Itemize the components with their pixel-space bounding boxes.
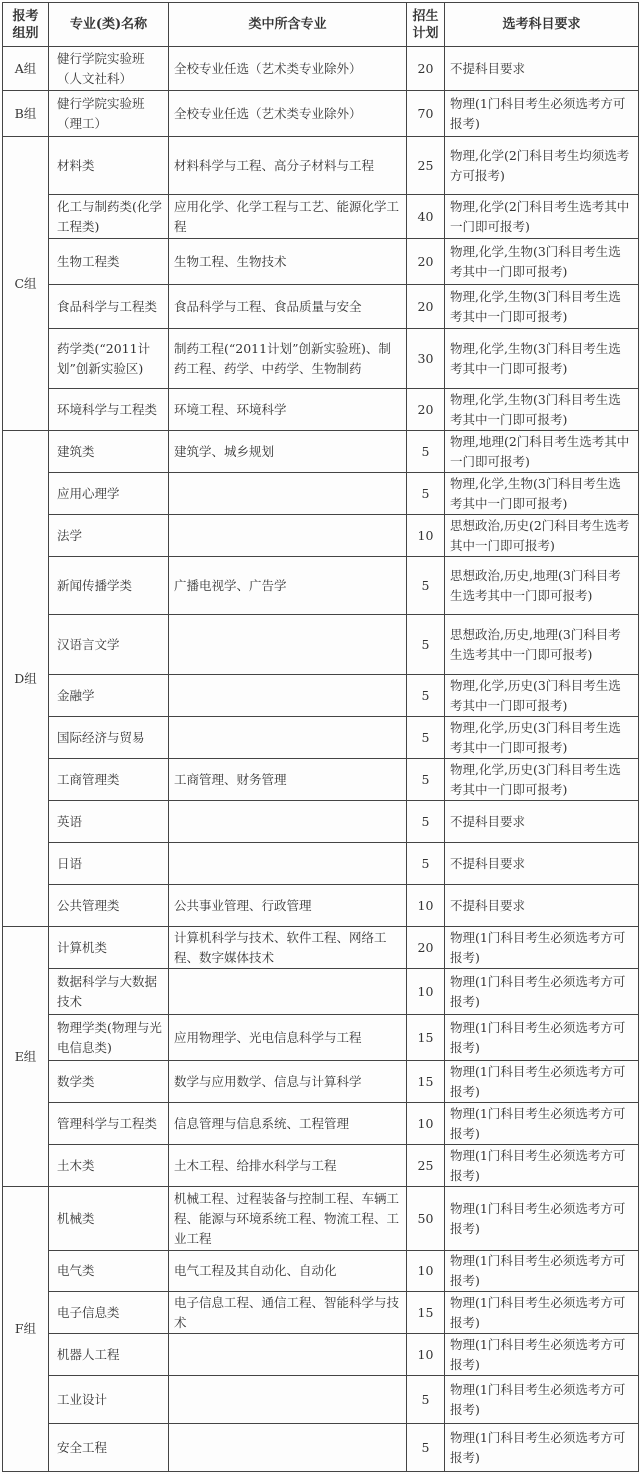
subject-requirement-cell: 物理(1门科目考生必须选考方可报考) xyxy=(445,927,639,969)
enrollment-plan-cell: 5 xyxy=(407,801,445,843)
included-majors-cell: 数学与应用数学、信息与计算科学 xyxy=(169,1061,407,1103)
enrollment-plan-cell: 5 xyxy=(407,557,445,615)
major-name-cell: 物理学类(物理与光电信息类) xyxy=(49,1015,169,1061)
enrollment-plan-cell: 20 xyxy=(407,927,445,969)
included-majors-cell xyxy=(169,515,407,557)
major-name-cell: 材料类 xyxy=(49,137,169,195)
subject-requirement-cell: 物理,化学(2门科目考生选考其中一门即可报考) xyxy=(445,195,639,239)
major-name-cell: 工商管理类 xyxy=(49,759,169,801)
table-row xyxy=(3,969,639,1015)
table-row xyxy=(3,801,639,843)
enrollment-plan-cell: 30 xyxy=(407,329,445,389)
header-enrollment-plan: 招生计划 xyxy=(407,3,445,47)
enrollment-plan-cell: 5 xyxy=(407,717,445,759)
subject-requirement-cell: 物理(1门科目考生必须选考方可报考) xyxy=(445,1145,639,1187)
enrollment-plan-cell: 10 xyxy=(407,969,445,1015)
included-majors-cell: 电气工程及其自动化、自动化 xyxy=(169,1251,407,1292)
enrollment-plan-cell: 15 xyxy=(407,1061,445,1103)
group-cell: A组 xyxy=(3,47,49,91)
enrollment-plan-cell: 10 xyxy=(407,1251,445,1292)
included-majors-cell: 全校专业任选（艺术类专业除外） xyxy=(169,91,407,137)
subject-requirement-cell: 物理,化学,生物(3门科目考生选考其中一门即可报考) xyxy=(445,389,639,431)
major-name-cell: 日语 xyxy=(49,843,169,885)
included-majors-cell: 建筑学、城乡规划 xyxy=(169,431,407,473)
subject-requirement-cell: 物理,化学(2门科目考生均须选考方可报考) xyxy=(445,137,639,195)
included-majors-cell xyxy=(169,969,407,1015)
included-majors-cell xyxy=(169,717,407,759)
enrollment-plan-cell: 5 xyxy=(407,1424,445,1472)
major-name-cell: 建筑类 xyxy=(49,431,169,473)
enrollment-plan-cell: 25 xyxy=(407,1145,445,1187)
subject-requirement-cell: 物理(1门科目考生必须选考方可报考) xyxy=(445,1015,639,1061)
enrollment-plan-cell: 10 xyxy=(407,1103,445,1145)
table-row xyxy=(3,1061,639,1103)
group-cell: F组 xyxy=(3,1187,49,1472)
major-name-cell: 健行学院实验班（人文社科） xyxy=(49,47,169,91)
major-name-cell: 生物工程类 xyxy=(49,239,169,285)
major-name-cell: 工业设计 xyxy=(49,1376,169,1424)
table-row xyxy=(3,239,639,285)
subject-requirement-cell: 思想政治,历史,地理(3门科目考生选考其中一门即可报考) xyxy=(445,615,639,675)
subject-requirement-cell: 物理(1门科目考生必须选考方可报考) xyxy=(445,969,639,1015)
header-major-name: 专业(类)名称 xyxy=(49,3,169,47)
table-row xyxy=(3,717,639,759)
included-majors-cell xyxy=(169,1334,407,1376)
table-row xyxy=(3,1187,639,1251)
major-name-cell: 电气类 xyxy=(49,1251,169,1292)
enrollment-plan-cell: 15 xyxy=(407,1292,445,1334)
enrollment-plan-cell: 5 xyxy=(407,473,445,515)
subject-requirement-cell: 物理(1门科目考生必须选考方可报考) xyxy=(445,1103,639,1145)
major-name-cell: 数学类 xyxy=(49,1061,169,1103)
table-row xyxy=(3,1015,639,1061)
table-row xyxy=(3,285,639,329)
table-row xyxy=(3,195,639,239)
included-majors-cell xyxy=(169,1376,407,1424)
admission-plan-table xyxy=(2,2,639,1472)
header-group: 报考组别 xyxy=(3,3,49,47)
subject-requirement-cell: 物理,化学,历史(3门科目考生选考其中一门即可报考) xyxy=(445,717,639,759)
subject-requirement-cell: 思想政治,历史,地理(3门科目考生选考其中一门即可报考) xyxy=(445,557,639,615)
subject-requirement-cell: 物理,化学,生物(3门科目考生选考其中一门即可报考) xyxy=(445,329,639,389)
major-name-cell: 新闻传播学类 xyxy=(49,557,169,615)
subject-requirement-cell: 物理(1门科目考生必须选考方可报考) xyxy=(445,1251,639,1292)
table-row xyxy=(3,759,639,801)
table-row xyxy=(3,1251,639,1292)
table-row xyxy=(3,927,639,969)
included-majors-cell: 环境工程、环境科学 xyxy=(169,389,407,431)
included-majors-cell: 制药工程(“2011计划”创新实验班)、制药工程、药学、中药学、生物制药 xyxy=(169,329,407,389)
major-name-cell: 电子信息类 xyxy=(49,1292,169,1334)
included-majors-cell: 公共事业管理、行政管理 xyxy=(169,885,407,927)
included-majors-cell: 应用化学、化学工程与工艺、能源化学工程 xyxy=(169,195,407,239)
enrollment-plan-cell: 5 xyxy=(407,615,445,675)
table-row xyxy=(3,885,639,927)
major-name-cell: 安全工程 xyxy=(49,1424,169,1472)
major-name-cell: 食品科学与工程类 xyxy=(49,285,169,329)
header-subject-requirement: 选考科目要求 xyxy=(445,3,639,47)
table-header-row xyxy=(3,3,639,47)
major-name-cell: 机械类 xyxy=(49,1187,169,1251)
table-row xyxy=(3,473,639,515)
included-majors-cell: 生物工程、生物技术 xyxy=(169,239,407,285)
included-majors-cell: 全校专业任选（艺术类专业除外） xyxy=(169,47,407,91)
subject-requirement-cell: 不提科目要求 xyxy=(445,801,639,843)
group-cell: D组 xyxy=(3,431,49,927)
included-majors-cell xyxy=(169,801,407,843)
subject-requirement-cell: 不提科目要求 xyxy=(445,47,639,91)
table-row xyxy=(3,431,639,473)
table-row xyxy=(3,91,639,137)
included-majors-cell: 工商管理、财务管理 xyxy=(169,759,407,801)
enrollment-plan-cell: 5 xyxy=(407,675,445,717)
enrollment-plan-cell: 10 xyxy=(407,885,445,927)
included-majors-cell: 广播电视学、广告学 xyxy=(169,557,407,615)
table-row xyxy=(3,515,639,557)
included-majors-cell xyxy=(169,615,407,675)
subject-requirement-cell: 物理(1门科目考生必须选考方可报考) xyxy=(445,1292,639,1334)
included-majors-cell: 机械工程、过程装备与控制工程、车辆工程、能源与环境系统工程、物流工程、工业工程 xyxy=(169,1187,407,1251)
subject-requirement-cell: 物理,化学,生物(3门科目考生选考其中一门即可报考) xyxy=(445,473,639,515)
major-name-cell: 化工与制药类(化学工程类) xyxy=(49,195,169,239)
table-row xyxy=(3,1334,639,1376)
enrollment-plan-cell: 5 xyxy=(407,431,445,473)
included-majors-cell: 应用物理学、光电信息科学与工程 xyxy=(169,1015,407,1061)
subject-requirement-cell: 物理(1门科目考生必须选考方可报考) xyxy=(445,91,639,137)
major-name-cell: 环境科学与工程类 xyxy=(49,389,169,431)
major-name-cell: 机器人工程 xyxy=(49,1334,169,1376)
table-row xyxy=(3,615,639,675)
table-row xyxy=(3,675,639,717)
major-name-cell: 法学 xyxy=(49,515,169,557)
included-majors-cell: 材料科学与工程、高分子材料与工程 xyxy=(169,137,407,195)
included-majors-cell: 电子信息工程、通信工程、智能科学与技术 xyxy=(169,1292,407,1334)
subject-requirement-cell: 物理(1门科目考生必须选考方可报考) xyxy=(445,1061,639,1103)
major-name-cell: 数据科学与大数据技术 xyxy=(49,969,169,1015)
enrollment-plan-cell: 10 xyxy=(407,515,445,557)
included-majors-cell xyxy=(169,675,407,717)
enrollment-plan-cell: 70 xyxy=(407,91,445,137)
subject-requirement-cell: 物理,化学,生物(3门科目考生选考其中一门即可报考) xyxy=(445,239,639,285)
subject-requirement-cell: 物理,化学,生物(3门科目考生选考其中一门即可报考) xyxy=(445,285,639,329)
included-majors-cell: 计算机科学与技术、软件工程、网络工程、数字媒体技术 xyxy=(169,927,407,969)
table-row xyxy=(3,137,639,195)
table-row xyxy=(3,843,639,885)
included-majors-cell xyxy=(169,843,407,885)
table-row xyxy=(3,1292,639,1334)
table-row xyxy=(3,1376,639,1424)
subject-requirement-cell: 物理,地理(2门科目考生选考其中一门即可报考) xyxy=(445,431,639,473)
table-row xyxy=(3,47,639,91)
major-name-cell: 英语 xyxy=(49,801,169,843)
subject-requirement-cell: 物理,化学,历史(3门科目考生选考其中一门即可报考) xyxy=(445,675,639,717)
enrollment-plan-cell: 40 xyxy=(407,195,445,239)
included-majors-cell xyxy=(169,473,407,515)
major-name-cell: 计算机类 xyxy=(49,927,169,969)
subject-requirement-cell: 不提科目要求 xyxy=(445,843,639,885)
subject-requirement-cell: 物理(1门科目考生必须选考方可报考) xyxy=(445,1334,639,1376)
group-cell: E组 xyxy=(3,927,49,1187)
subject-requirement-cell: 物理(1门科目考生必须选考方可报考) xyxy=(445,1187,639,1251)
major-name-cell: 土木类 xyxy=(49,1145,169,1187)
enrollment-plan-cell: 20 xyxy=(407,389,445,431)
subject-requirement-cell: 物理(1门科目考生必须选考方可报考) xyxy=(445,1376,639,1424)
group-cell: B组 xyxy=(3,91,49,137)
subject-requirement-cell: 思想政治,历史(2门科目考生选考其中一门即可报考) xyxy=(445,515,639,557)
table-row xyxy=(3,389,639,431)
header-included-majors: 类中所含专业 xyxy=(169,3,407,47)
enrollment-plan-cell: 15 xyxy=(407,1015,445,1061)
subject-requirement-cell: 不提科目要求 xyxy=(445,885,639,927)
major-name-cell: 药学类(“2011计划”创新实验区) xyxy=(49,329,169,389)
major-name-cell: 国际经济与贸易 xyxy=(49,717,169,759)
included-majors-cell: 信息管理与信息系统、工程管理 xyxy=(169,1103,407,1145)
subject-requirement-cell: 物理,化学,历史(3门科目考生选考其中一门即可报考) xyxy=(445,759,639,801)
group-cell: C组 xyxy=(3,137,49,431)
subject-requirement-cell: 物理(1门科目考生必须选考方可报考) xyxy=(445,1424,639,1472)
enrollment-plan-cell: 10 xyxy=(407,1334,445,1376)
major-name-cell: 应用心理学 xyxy=(49,473,169,515)
enrollment-plan-cell: 5 xyxy=(407,1376,445,1424)
major-name-cell: 健行学院实验班（理工） xyxy=(49,91,169,137)
enrollment-plan-cell: 5 xyxy=(407,843,445,885)
major-name-cell: 汉语言文学 xyxy=(49,615,169,675)
included-majors-cell: 土木工程、给排水科学与工程 xyxy=(169,1145,407,1187)
major-name-cell: 公共管理类 xyxy=(49,885,169,927)
enrollment-plan-cell: 20 xyxy=(407,285,445,329)
major-name-cell: 金融学 xyxy=(49,675,169,717)
enrollment-plan-cell: 5 xyxy=(407,759,445,801)
enrollment-plan-cell: 25 xyxy=(407,137,445,195)
table-row xyxy=(3,329,639,389)
included-majors-cell xyxy=(169,1424,407,1472)
table-row xyxy=(3,557,639,615)
enrollment-plan-cell: 20 xyxy=(407,239,445,285)
table-row xyxy=(3,1145,639,1187)
table-row xyxy=(3,1103,639,1145)
enrollment-plan-cell: 20 xyxy=(407,47,445,91)
table-body xyxy=(3,47,639,1472)
major-name-cell: 管理科学与工程类 xyxy=(49,1103,169,1145)
included-majors-cell: 食品科学与工程、食品质量与安全 xyxy=(169,285,407,329)
enrollment-plan-cell: 50 xyxy=(407,1187,445,1251)
table-row xyxy=(3,1424,639,1472)
